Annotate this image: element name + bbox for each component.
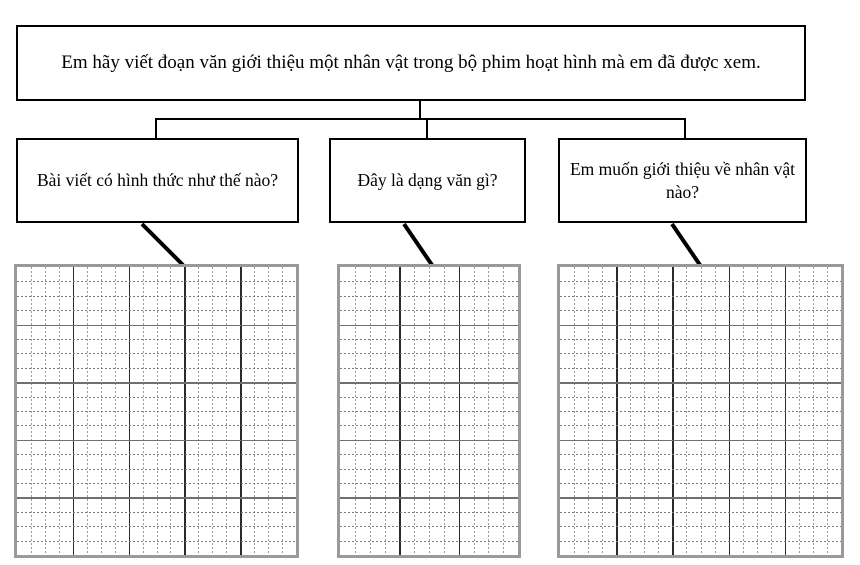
leader-line-2 [402,222,442,267]
grid-minor-row-line [340,454,518,455]
grid-minor-row-line [17,411,296,412]
question-text-3: Em muốn giới thiệu về nhân vật nào? [569,158,796,202]
grid-minor-row-line [560,483,841,484]
grid-minor-row-line [17,541,296,542]
grid-minor-row-line [17,397,296,398]
grid-minor-row-line [340,469,518,470]
grid-minor-row-line [560,454,841,455]
connector-drop-left [155,118,157,138]
connector-branch-bar [155,118,686,120]
grid-minor-row-line [560,469,841,470]
grid-minor-row-line [17,454,296,455]
grid-major-row-line [17,382,296,384]
grid-major-row-line [17,325,296,327]
grid-minor-row-line [560,425,841,426]
grid-minor-row-line [340,353,518,354]
grid-minor-row-line [560,397,841,398]
grid-minor-row-line [340,368,518,369]
grid-minor-row-line [17,368,296,369]
grid-minor-row-line [340,339,518,340]
grid-major-row-line [560,325,841,327]
grid-minor-row-line [17,526,296,527]
grid-major-row-line [560,382,841,384]
grid-minor-row-line [340,541,518,542]
grid-minor-row-line [560,353,841,354]
grid-major-row-line [17,440,296,442]
grid-major-row-line [560,497,841,499]
question-box-2 [329,138,526,223]
answer-grid-2-surface[interactable] [340,267,518,555]
grid-minor-row-line [340,397,518,398]
leader-line-3 [670,222,710,267]
grid-minor-row-line [17,483,296,484]
grid-minor-row-line [340,310,518,311]
grid-minor-row-line [560,296,841,297]
grid-minor-row-line [17,281,296,282]
connector-drop-middle [426,118,428,138]
question-box-1 [16,138,299,223]
grid-minor-row-line [340,411,518,412]
grid-minor-row-line [560,512,841,513]
connector-stem [419,101,421,119]
grid-minor-row-line [17,353,296,354]
grid-major-row-line [560,440,841,442]
grid-major-row-line [340,440,518,442]
grid-major-row-line [17,497,296,499]
grid-minor-row-line [17,425,296,426]
answer-grid-1-surface[interactable] [17,267,296,555]
answer-grid-2[interactable] [337,264,521,558]
grid-minor-row-line [560,339,841,340]
grid-minor-row-line [560,281,841,282]
answer-grid-3-surface[interactable] [560,267,841,555]
grid-minor-row-line [560,526,841,527]
grid-minor-row-line [17,512,296,513]
answer-grid-1[interactable] [14,264,299,558]
question-box-3 [558,138,807,223]
grid-minor-row-line [340,512,518,513]
grid-minor-row-line [340,425,518,426]
grid-major-row-line [340,497,518,499]
grid-minor-row-line [340,526,518,527]
prompt-text: Em hãy viết đoạn văn giới thiệu một nhân vật trong bộ phim hoạt hình mà em đã được xem. [61,51,761,73]
grid-minor-row-line [340,281,518,282]
leader-line-1 [140,222,190,267]
grid-minor-row-line [560,411,841,412]
grid-minor-row-line [17,310,296,311]
grid-major-row-line [340,325,518,327]
answer-grid-3[interactable] [557,264,844,558]
grid-major-row-line [340,382,518,384]
grid-minor-row-line [17,296,296,297]
grid-minor-row-line [17,469,296,470]
question-text-1: Bài viết có hình thức như thế nào? [36,170,279,191]
grid-minor-row-line [17,339,296,340]
grid-minor-row-line [340,483,518,484]
grid-minor-row-line [560,310,841,311]
question-text-2: Đây là dạng văn gì? [357,170,498,191]
prompt-box [16,25,806,101]
grid-minor-row-line [560,541,841,542]
grid-minor-row-line [340,296,518,297]
grid-minor-row-line [560,368,841,369]
connector-drop-right [684,118,686,138]
